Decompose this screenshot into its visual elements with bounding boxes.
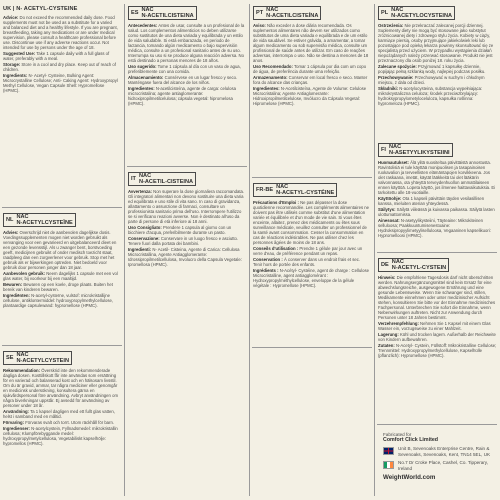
paragraph xyxy=(253,86,370,106)
paragraph-body: Conservar em local fresco e seco. Manter fora do alcance das crianças. xyxy=(253,75,368,86)
paragraph xyxy=(128,64,245,74)
paragraph-heading: Storage: xyxy=(3,62,21,68)
fabricated-for-label: Fabricated for xyxy=(383,432,412,437)
paragraph xyxy=(3,15,120,50)
paragraph-body: Överskrid inte den rekommenderade dagliga dosen. Kosttillskott får inte användas som ersättning för en varierad och balanserad kost och en hälsosam livsstil. Om du är gravid, ammar, tar några mediciner eller genomgår en medicinsk undersökning, konsultera gärna en sjukvårdspersonal före användning. Avbryt användningen om några biverkningar uppstår. Ej avsedd för användning av personer under 18 år. xyxy=(3,368,118,409)
paragraph xyxy=(378,160,497,195)
section-pl xyxy=(375,4,500,107)
paragraph-heading: Suggested Use: xyxy=(3,51,36,57)
paragraph xyxy=(378,321,497,331)
section-text xyxy=(378,160,497,238)
section-text xyxy=(253,23,370,106)
paragraph xyxy=(3,426,120,446)
paragraph-heading: Förvaring: xyxy=(3,420,25,426)
section-title: NAC xyxy=(266,7,279,13)
paragraph-heading: Ostrzeżenia: xyxy=(378,23,404,28)
paragraph-body: Przechowywać w suchym i chłodnym miejscu, z dala od dzieci. xyxy=(378,75,485,86)
paragraph-body: Tomar 1 cápsula por dia com um copo de água, de preferência durante uma refeição. xyxy=(253,64,367,75)
section-subtitle: N-ACETILCISTEÍNA xyxy=(266,13,319,19)
paragraph-body: N-asetyylikysteiini, Täyteaine: Mikrokiteinen selluloosa; Paakkuuntumisenestoaine: Hydroksipropyylimetyyliselluloosa, Vegaaninen kapselikuori: Hypromelloosi (HPMC). xyxy=(378,217,491,239)
section-code: SE xyxy=(6,354,14,361)
paragraph xyxy=(128,247,245,267)
paragraph-heading: Almacenamiento: xyxy=(128,75,164,81)
company-name: Comfort Click Limited xyxy=(383,436,439,443)
paragraph xyxy=(3,409,120,419)
paragraph-heading: Ingredienti: xyxy=(128,246,152,252)
paragraph-body: N-Acetilcisteína, Agente de Volume: Celulose Microcristalina; Agente Antiaglomerante: Hidroxipropilmetilcelulose, Invólucro da Cápsula Vegetal: Hipromelose (HPMC). xyxy=(253,85,367,107)
paragraph xyxy=(128,86,245,106)
paragraph xyxy=(378,75,497,85)
paragraph-heading: Armazenamento: xyxy=(253,75,288,81)
paragraph-body: Do not exceed the recommended daily dose. Food supplements must not be used as a substitute for a varied and balanced diet and a healthy lifestyle. If you are pregnant, breastfeeding, taking any medications or are under medical supervision, please consult a healthcare professional before use. Discontinue use if any adverse reactions occur. Not intended for use by persons under the age of 18. xyxy=(3,15,118,51)
paragraph-heading: Składniki: xyxy=(378,85,399,91)
paragraph xyxy=(3,282,120,292)
paragraph-body: N-acetylocysteina, substancja wypełniająca: mikrokrystaliczna celuloza; środek przeciwzbrylający: hydroksypropylometyloceluloza, kapsułka roślinna: hypromeloza (HPMC). xyxy=(378,85,483,107)
paragraph-body: N-acetyl-cysteïne, vulstof: microkristallijne cellulose, antiklontermiddel: hydroxypropylmethylcellulose, plantaardige capsulewand: hypromellose (HPMC). xyxy=(3,292,114,309)
paragraph xyxy=(378,207,497,217)
section-subtitle: N-ACETYLCYSTEIN xyxy=(16,358,69,364)
section-text xyxy=(3,230,120,308)
paragraph-body: Nehmen Sie 1 Kapsel mit einem Glas Wasser ein, vorzugsweise zu einer Mahlzeit. xyxy=(378,321,491,332)
paragraph-body: Tome 1 cápsula al día con un vaso de agua, preferiblemente con una comida. xyxy=(128,64,241,75)
paragraph-body: À conserver dans un endroit frais et sec. Tenir hors de portée des enfants. xyxy=(253,257,361,268)
paragraph-body: Neem dagelijks 1 capsule met een vol glas water, bij voorkeur bij een maaltijd. xyxy=(3,271,118,282)
paragraph-body: Bewaren op een koele, droge plaats. Buiten het bereik van kinderen bewaren. xyxy=(3,282,113,293)
paragraph-body: N-Acetyl- Cystein, Füllstoff: Mikrokristalline Cellulose; Trennmittel: Hydroxypropylmethylcellulose, Kapselhülle (pflanzlich): Hypromellose (HPMC). xyxy=(378,343,497,359)
paragraph-body: Conservare in un luogo fresco e asciutto. Tenere fuori dalla portata dei bambini. xyxy=(128,236,239,247)
paragraph-body: Kühl und trocken lagern. Außerhalb der Reichweite von Kindern aufbewahren. xyxy=(378,332,496,343)
paragraph xyxy=(3,420,120,425)
paragraph xyxy=(3,293,120,308)
uk-address: Unit B, Sevenoaks Enterprise Centre, Rain & Sevenoaks, Sevenoaks, Kent, TN14 5EL, UK xyxy=(398,446,491,457)
paragraph xyxy=(3,62,120,72)
paragraph-heading: Ingrédients : xyxy=(253,268,279,273)
paragraph xyxy=(378,218,497,238)
paragraph-heading: Conservazione: xyxy=(128,236,160,242)
paragraph-heading: Säilytys: xyxy=(378,207,396,213)
paragraph xyxy=(128,225,245,235)
section-code: ES xyxy=(131,9,139,16)
paragraph-heading: Huomautukset: xyxy=(378,160,409,165)
paragraph-heading: Uso Consigliato: xyxy=(128,225,162,231)
paragraph xyxy=(3,230,120,270)
row-divider xyxy=(2,345,122,346)
paragraph-body: Store in a cool and dry place. Keep out of reach of children. xyxy=(3,62,116,73)
paragraph-body: Älä ylitä suositeltua päivittäistä annostusta. Ravintolisiä ei tule käyttää monipuolisen ja tasapainoisen ruokavalion ja terveellisten elämäntapojen korvikkeena. Jos olet raskaana, imetät, käytät lääkkeitä tai olet lääkärin valvonnassa, ota yhteyttä terveydenhuollon ammattilaiseen ennen käyttöä. Lopeta käyttö, jos ilmenee haittavaikutuksia. Ei tarkoitettu alle 18-vuotiaille. xyxy=(378,160,496,196)
paragraph xyxy=(3,51,120,61)
paragraph-heading: Przechowywanie: xyxy=(378,75,414,81)
row-divider xyxy=(377,424,497,425)
uk-flag-icon xyxy=(383,447,394,455)
paragraph-body: Prendre 1 gélule par jour avec un verre d'eau, de préférence pendant un repas. xyxy=(253,246,363,257)
paragraph-heading: Uso Recomendado: xyxy=(253,64,293,70)
paragraph-body: Förvaras svalt och torrt. Utom räckhåll för barn. xyxy=(24,420,115,426)
section-subtitle: N-ACETIL-CISTEINA xyxy=(138,179,194,185)
paragraph-body: Ne pas dépasser la dose quotidienne recommandée. Les compléments alimentaires ne doivent pas être utilisés comme substitut d'une alimentation variée et équilibrée et d'un mode de vie sain. Si vous êtes enceinte, allaitez, prenez des médicaments ou êtes sous surveillance médicale, veuillez consulter un professionnel de la santé avant consommation. Cesser la consommation en cas de réactions indésirables. Ne pas utiliser chez les personnes âgées de moins de 18 ans. xyxy=(253,200,369,246)
paragraph xyxy=(253,75,370,85)
paragraph-heading: Användning: xyxy=(3,409,29,415)
section-fr-be xyxy=(250,181,373,289)
fabricator-info xyxy=(383,432,495,481)
section-text xyxy=(378,23,497,106)
paragraph-body: Não exceder a dose diária recomendada. Os suplementos alimentares não devem ser utilizados como substitutos de uma dieta variada e equilibrada e de um estilo de vida saudável. Se estiver grávida, a amamentar, a tomar algum medicamento ou sob supervisão médica, consulte um profissional de saúde antes de utilizar. Em caso de reações adversas, interrompa o uso. Não se destina a menores de 18 anos. xyxy=(253,23,369,64)
section-nl xyxy=(0,211,123,309)
paragraph xyxy=(378,86,497,106)
section-uk xyxy=(0,4,123,94)
section-title: NAC xyxy=(16,214,29,220)
section-title: NAC xyxy=(16,352,29,358)
section-title: NAC xyxy=(276,184,289,190)
website-link[interactable]: WeightWorld.com xyxy=(383,474,436,481)
paragraph-body: N-Acétyl- Cystéine, agent de charge : Cellulose Microcristalline, agent antiagglomérant : Hydroxypropylméthylcellulose, enveloppe de la gélule végétale : Hypromellose (HPMC). xyxy=(253,268,369,289)
paragraph-body: Overschrijd niet de aanbevolen dagelijkse dosis. Voedingssupplementen mogen niet worden gebruikt als vervanging voor een gevarieerd en uitgebalanceerd dieet en een gezonde levensstijl. Als u zwanger bent, borstvoeding geeft, medicijnen gebruikt of onder medisch toezicht staat, raadpleeg dan een zorgverlener voor gebruik. Stop met het gebruik als er bijwerkingen optreden. Niet bedoeld voor gebruik door personen jonger dan 18 jaar. xyxy=(3,230,117,271)
paragraph-body: N- Acetil- Cisteina, Agente di Carica: Cellulosa Microcristallina, Agente Antiagglomerante: Idrossipropilmetilcellulosa, Involucro della Capsula Vegetale: Ipromellosa (HPMC). xyxy=(128,246,242,268)
section-title: NAC xyxy=(388,144,402,150)
paragraph-heading: Rekommendation: xyxy=(3,368,41,373)
paragraph-body: Non superare la dose giornaliera raccomandata. Gli integratori alimentari non devono sostituire una dieta varia ed equilibrata e uno stile di vita sano. In caso di gravidanza, allattamento o assunzione di farmaci, consultare un professionista sanitario prima dell'uso. Interrompere l'utilizzo se si verificano reazioni avverse. Non è destinato all'uso da parte di persone di età inferiore ai 18 anni. xyxy=(128,189,245,225)
section-se xyxy=(0,349,123,447)
paragraph-body: Ta 1 kapsel dagligen med ett fullt glas vatten, helst i samband med en måltid. xyxy=(3,409,115,420)
paragraph-heading: Verzehrempfehlung: xyxy=(378,321,419,327)
paragraph-body: Ota 1 kapseli päivittäin täyden vesilasillisen kanssa, mieluiten aterian yhteydessä. xyxy=(378,196,485,207)
paragraph xyxy=(378,64,497,74)
paragraph-heading: Ingredients: xyxy=(3,72,28,78)
section-text xyxy=(3,15,120,93)
paragraph-body: N- Acetyl- Cysteine, Bulking Agent: Microcrystalline Cellulose; Anti- Caking Agent: Hydroxypropyl Methyl Cellulose, Vegan Capsule Shell: Hypromellose (HPMC). xyxy=(3,72,118,94)
paragraph-heading: Ainesosat: xyxy=(378,217,400,223)
paragraph-heading: Käyttöohje: xyxy=(378,196,402,202)
section-subtitle: N-ACETYLCYSTEÏNE xyxy=(16,220,73,226)
paragraph-heading: Bewaren: xyxy=(3,282,23,288)
paragraph-heading: Zalecane spożycie: xyxy=(378,64,417,70)
section-code: FR-BE xyxy=(256,186,274,193)
paragraph xyxy=(378,23,497,63)
paragraph xyxy=(3,271,120,281)
section-title: NAC xyxy=(391,259,404,265)
paragraph xyxy=(128,23,245,63)
paragraph xyxy=(378,343,497,358)
row-divider xyxy=(2,207,122,208)
section-text xyxy=(253,200,370,288)
section-subtitle: N-ACETYLOCYSTEINA xyxy=(391,13,453,19)
paragraph-body: Consérvese en un lugar fresco y seco. Manténgase fuera del alcance de los niños. xyxy=(128,75,238,86)
paragraph-heading: Conseils d'utilisation : xyxy=(253,246,299,252)
paragraph-heading: Ingredienser: xyxy=(3,425,30,431)
section-code: UK | N- ACETYL-CYSTEINE xyxy=(3,6,78,12)
paragraph-heading: Uso sugerido: xyxy=(128,64,157,70)
paragraph-heading: Advice: xyxy=(3,15,19,20)
section-text xyxy=(378,275,497,358)
paragraph-heading: Antecedentes: xyxy=(128,23,158,28)
paragraph-body: Säilytä viileässä ja kuivassa paikassa. Säilytä lasten ulottumattomissa. xyxy=(378,207,495,218)
paragraph-heading: Conservation : xyxy=(253,257,283,263)
paragraph xyxy=(128,189,245,224)
section-text xyxy=(3,368,120,446)
paragraph xyxy=(128,75,245,85)
paragraph-body: Die empfohlene Tagesdosis darf nicht überschritten werden. Nahrungsergänzungsmittel sind kein Ersatz für eine abwechslungsreiche, ausgewogene Ernährung und eine gesunde Lebensweise. Wenn Sie schwanger sind, stillen, Medikamente einnehmen oder unter medizinischer Aufsicht stehen, konsultieren Sie bitte vor der Einnahme medizinisches Fachpersonal. Unterbrechen Sie sofort die Einnahme, wenn Nebenwirkungen auftreten. Nicht zur Anwendung durch Personen unter 18 Jahren bestimmt. xyxy=(378,275,496,321)
section-es xyxy=(125,4,248,107)
section-title: NAC xyxy=(141,7,154,13)
paragraph-body: Nie przekraczać zalecanej porcji dziennej. Suplementy diety nie mogą być stosowane jako substytut zróżnicowanej diety i zdrowego stylu życia. Kobiety w ciąży, karmiące piersią, osoby przyjmujące jakiekolwiek leki lub pozostające pod opieką lekarza powinny skonsultować się ze specjalistą przed użyciem. W przypadku wystąpienia działań niepożądanych należy przerwać stosowanie. Produkt nie jest przeznaczony dla osób poniżej 18. roku życia. xyxy=(378,23,494,64)
section-subtitle: N-ACETILCISTEINA xyxy=(141,13,194,19)
paragraph-heading: Ingredientes: xyxy=(253,85,280,91)
paragraph-body: Take 1 capsule daily with a full glass of water, preferably with a meal. xyxy=(3,51,110,62)
section-code: PT xyxy=(256,9,264,16)
section-de xyxy=(375,256,500,359)
section-code: FI xyxy=(381,146,386,153)
paragraph-body: N-acetilcisteína, agente de carga: celulosa microcristalina; agente antiaglomerante: hidroxipropilmetilcelulosa; cápsula vegetal: hipromelosa (HPMC). xyxy=(128,85,236,107)
section-subtitle: N-ASETYYLIKYSTEIINI xyxy=(388,150,450,156)
paragraph-heading: Ingredientes: xyxy=(128,85,155,91)
paragraph-heading: Zutaten: xyxy=(378,343,395,348)
paragraph-heading: Aanbevolen gebruik: xyxy=(3,271,46,277)
paragraph xyxy=(253,257,370,267)
paragraph-heading: Aviso: xyxy=(253,23,266,28)
section-text xyxy=(128,189,245,267)
paragraph xyxy=(378,196,497,206)
section-code: IT xyxy=(131,175,136,182)
paragraph xyxy=(3,73,120,93)
paragraph-heading: Advies: xyxy=(3,230,19,235)
ireland-address: No.7 Dr Croke Place, Cashel, Co. Tipperary, Ireland xyxy=(398,460,489,471)
paragraph xyxy=(378,275,497,320)
section-fi xyxy=(375,141,500,239)
paragraph-heading: Avvertenza: xyxy=(128,189,152,194)
paragraph-body: Przyjmować 1 kapsułkę dziennie, popijając pełną szklanką wody, najlepiej podczas posiłku. xyxy=(378,64,486,75)
row-divider xyxy=(377,252,497,253)
paragraph xyxy=(253,23,370,63)
paragraph xyxy=(253,64,370,74)
section-subtitle: N-ACETYL-CYSTEIN xyxy=(391,265,447,271)
paragraph-heading: Lagerung: xyxy=(378,332,399,338)
row-divider xyxy=(252,347,372,348)
section-subtitle: N-ACETYL-CYSTÉINE xyxy=(276,190,335,196)
section-pt xyxy=(250,4,373,107)
section-code: PL xyxy=(381,9,389,16)
section-title: NAC xyxy=(391,7,404,13)
section-title: NAC xyxy=(138,173,152,179)
paragraph xyxy=(253,200,370,245)
paragraph-heading: Précautions d'Emploi : xyxy=(253,200,299,205)
section-it xyxy=(125,170,248,268)
paragraph xyxy=(253,268,370,288)
row-divider xyxy=(127,166,247,167)
paragraph-body: Antes de usar, consulte a un profesional de la salud. Los complementos alimenticios no deben utilizarse como sustitutos de una dieta variada y equilibrada y un estilo de vida saludable. Si está embarazada, en periodo de lactancia, tomando algún medicamento o bajo supervisión médica, consulte a un profesional sanitario antes de su uso. Interrumpa su uso si se produce alguna reacción adversa. No está destinado a personas menores de 18 años. xyxy=(128,23,245,64)
paragraph-body: N-acetylcystein, Fyllnadsmedel: mikrokristallin cellulosa; Klumpförebyggande medel: hydroxypropylmetylcellulosa, Vegetabiliskt kapselhölje: hypromellos (HPMC). xyxy=(3,425,118,447)
paragraph-heading: Ingrediënten: xyxy=(3,292,30,298)
paragraph xyxy=(3,368,120,408)
paragraph xyxy=(253,246,370,256)
ireland-flag-icon xyxy=(383,461,394,469)
paragraph-heading: Hinweis: xyxy=(378,275,396,280)
paragraph xyxy=(378,332,497,342)
paragraph-body: Prendere 1 capsula al giorno con un bicchiere d'acqua, preferibilmente durante un pasto. xyxy=(128,225,232,236)
paragraph xyxy=(128,236,245,246)
section-code: DE xyxy=(381,261,389,268)
section-text xyxy=(128,23,245,106)
section-code: NL xyxy=(6,216,14,223)
row-divider xyxy=(252,177,372,178)
